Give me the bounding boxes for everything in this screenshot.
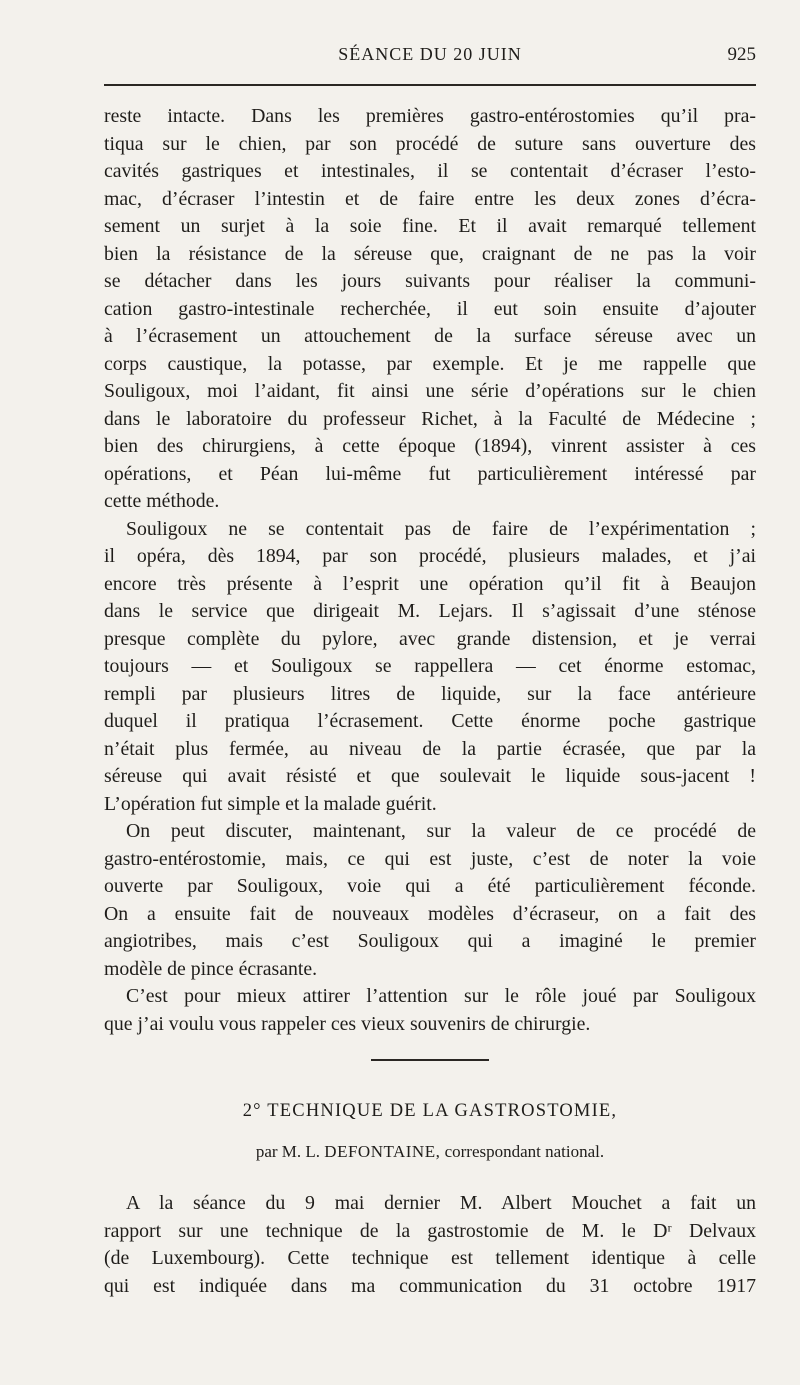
- text-line: presque complète du pylore, avec grande distension, et je verrai: [104, 627, 756, 650]
- text-line: tiqua sur le chien, par son procédé de suture sans ouverture des: [104, 132, 756, 155]
- text-line: à l’écrasement un attouchement de la surface séreuse avec un: [104, 325, 756, 347]
- text-line: corps caustique, la potasse, par exemple. Et je me rappelle que: [104, 352, 756, 375]
- text-line: séreuse qui avait résisté et que soulevait le liquide sous-jacent !: [104, 765, 756, 787]
- text-line: que j’ai voulu vous rappeler ces vieux souvenirs de chirurgie.: [104, 1012, 591, 1035]
- paragraph: [104, 818, 756, 983]
- text-line: opérations, et Péan lui-même fut particulièrement intéressé par: [104, 462, 756, 485]
- text-line: angiotribes, mais c’est Souligoux qui a imaginé le premier: [104, 930, 756, 952]
- main-text: [104, 103, 756, 1038]
- paragraph: [104, 103, 756, 516]
- text-line: se détacher dans les jours suivants pour réaliser la communi-: [104, 270, 756, 292]
- text-line: duquel il pratiqua l’écrasement. Cette énorme poche gastrique: [104, 710, 756, 732]
- text-line: bien des chirurgiens, à cette époque (1894), vinrent assister à ces: [104, 435, 756, 457]
- text-line: toujours — et Souligoux se rappellera — cet énorme estomac,: [104, 655, 756, 677]
- text-line: reste intacte. Dans les premières gastro-entérostomies qu’il pra-: [104, 105, 756, 127]
- paragraph: [104, 516, 756, 819]
- byline-suffix: correspondant national.: [444, 1142, 605, 1161]
- page-header: [104, 44, 756, 74]
- text-line: A la séance du 9 mai dernier M. Albert Mouchet a fait un: [126, 1192, 756, 1214]
- header-rule: [104, 84, 756, 86]
- text-line: rempli par plusieurs litres de liquide, sur la face antérieure: [104, 682, 756, 705]
- section-heading: TECHNIQUE DE LA GASTROSTOMIE,: [267, 1101, 618, 1121]
- text-line: mac, d’écraser l’intestin et de faire entre les deux zones d’écra-: [104, 187, 756, 210]
- second-article-text: [104, 1190, 756, 1300]
- paragraph: [104, 1190, 756, 1300]
- text-line: modèle de pince écrasante.: [104, 957, 318, 980]
- section-separator: [371, 1059, 489, 1061]
- text-line: L’opération fut simple et la malade guérit.: [104, 792, 437, 815]
- text-line: cation gastro-intestinale recherchée, il eut soin ensuite d’ajouter: [104, 297, 756, 320]
- byline: [104, 1142, 756, 1162]
- text-line: rapport sur une technique de la gastrostomie de M. le Dʳ Delvaux: [104, 1219, 756, 1242]
- text-line: bien la résistance de la séreuse que, craignant de ne pas la voir: [104, 242, 756, 265]
- text-line: encore très présente à l’esprit une opération qu’il fit à Beaujon: [104, 572, 756, 595]
- text-line: n’était plus fermée, au niveau de la partie écrasée, que par la: [104, 737, 756, 760]
- text-line: cette méthode.: [104, 490, 220, 512]
- text-line: dans le service que dirigeait M. Lejars. Il s’agissait d’une sténose: [104, 600, 756, 622]
- byline-prefix: par M. L.: [255, 1142, 321, 1161]
- text-line: Souligoux, moi l’aidant, fit ainsi une série d’opérations sur le chien: [104, 380, 756, 402]
- text-line: Souligoux ne se contentait pas de faire de l’expérimentation ;: [126, 517, 756, 540]
- text-line: sement un surjet à la soie fine. Et il avait remarqué tellement: [104, 215, 756, 237]
- text-line: cavités gastriques et intestinales, il se contentait d’écraser l’esto-: [104, 160, 756, 182]
- byline-author: DEFONTAINE,: [324, 1142, 441, 1161]
- running-title: SÉANCE DU 20 JUIN: [338, 44, 522, 64]
- text-line: ouverte par Souligoux, voie qui a été particulièrement féconde.: [104, 875, 756, 897]
- text-line: il opéra, dès 1894, par son procédé, plusieurs malades, et j’ai: [104, 545, 756, 567]
- text-line: qui est indiquée dans ma communication du 31 octobre 1917: [104, 1274, 756, 1297]
- text-line: (de Luxembourg). Cette technique est tellement identique à celle: [104, 1247, 756, 1269]
- page-number: 925: [727, 44, 756, 65]
- section-title: [104, 1101, 756, 1122]
- text-line: On peut discuter, maintenant, sur la valeur de ce procédé de: [126, 820, 756, 842]
- text-line: C’est pour mieux attirer l’attention sur le rôle joué par Souligoux: [126, 985, 756, 1007]
- text-line: dans le laboratoire du professeur Richet, à la Faculté de Médecine ;: [104, 407, 756, 430]
- section-number: 2°: [242, 1101, 262, 1121]
- text-line: gastro-entérostomie, mais, ce qui est juste, c’est de noter la voie: [104, 847, 756, 870]
- paragraph: [104, 983, 756, 1038]
- text-line: On a ensuite fait de nouveaux modèles d’écraseur, on a fait des: [104, 902, 756, 925]
